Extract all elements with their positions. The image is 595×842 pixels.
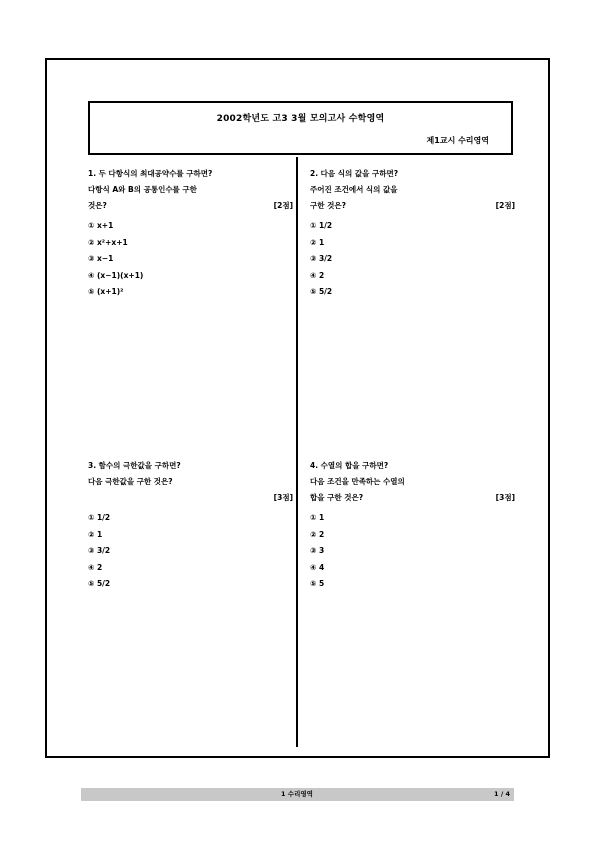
choice-item: ⑤ 5/2 — [310, 287, 333, 296]
choice-item: ② 1 — [88, 529, 103, 539]
choice-list — [310, 218, 515, 301]
column-divider — [296, 157, 298, 747]
choice-item: ④ (x−1)(x+1) — [88, 270, 144, 280]
question-text: 것은? — [88, 201, 107, 210]
choice-item: ① 1/2 — [310, 221, 333, 230]
choice-list — [88, 510, 293, 593]
choice-item: ② 1 — [310, 237, 325, 247]
footer-section-label: 1 수리영역 — [281, 790, 313, 798]
question-score: [3점] — [273, 493, 293, 502]
choice-item: ③ 3/2 — [310, 254, 333, 263]
exam-subtitle: 제1교시 수리영역 — [426, 136, 489, 145]
choice-list — [310, 510, 515, 593]
question-1 — [88, 166, 293, 301]
question-line: 다음 조건을 만족하는 수열의 — [310, 477, 405, 486]
question-line: 1. 두 다항식의 최대공약수를 구하면? — [88, 169, 213, 178]
question-2 — [310, 166, 515, 301]
question-text: 합을 구한 것은? — [310, 493, 364, 502]
choice-item: ① x+1 — [88, 221, 114, 230]
question-line: 다항식 A와 B의 공통인수를 구한 — [88, 185, 197, 194]
choice-item: ③ 3 — [310, 546, 325, 555]
choice-item: ⑤ (x+1)² — [88, 287, 124, 296]
choice-item: ⑤ 5 — [310, 579, 325, 588]
choice-item: ④ 4 — [310, 562, 325, 572]
question-4 — [310, 458, 515, 593]
footer-page-number: 1 / 4 — [494, 790, 510, 798]
choice-item: ② x²+x+1 — [88, 237, 128, 247]
question-line — [88, 198, 293, 214]
question-line: 2. 다음 식의 값을 구하면? — [310, 169, 399, 178]
choice-item: ① 1 — [310, 513, 325, 522]
choice-item: ④ 2 — [88, 562, 103, 572]
question-line: 3. 함수의 극한값을 구하면? — [88, 461, 181, 470]
page-footer — [81, 788, 514, 801]
question-score: [2점] — [495, 201, 515, 210]
question-line: 주어진 조건에서 식의 값을 — [310, 185, 398, 194]
question-score: [3점] — [495, 493, 515, 502]
choice-item: ⑤ 5/2 — [88, 579, 111, 588]
choice-list — [88, 218, 293, 301]
choice-item: ② 2 — [310, 529, 325, 539]
question-3 — [88, 458, 293, 593]
question-line: 다음 극한값을 구한 것은? — [88, 477, 173, 486]
choice-item: ③ 3/2 — [88, 546, 111, 555]
exam-title-box — [88, 101, 513, 155]
question-line — [310, 198, 515, 214]
choice-item: ① 1/2 — [88, 513, 111, 522]
exam-title: 2002학년도 고3 3월 모의고사 수학영역 — [216, 114, 385, 124]
question-line: 4. 수열의 합을 구하면? — [310, 461, 389, 470]
question-text: 구한 것은? — [310, 201, 346, 210]
question-line — [310, 490, 515, 506]
question-score: [2점] — [273, 201, 293, 210]
choice-item: ④ 2 — [310, 270, 325, 280]
choice-item: ③ x−1 — [88, 254, 114, 263]
